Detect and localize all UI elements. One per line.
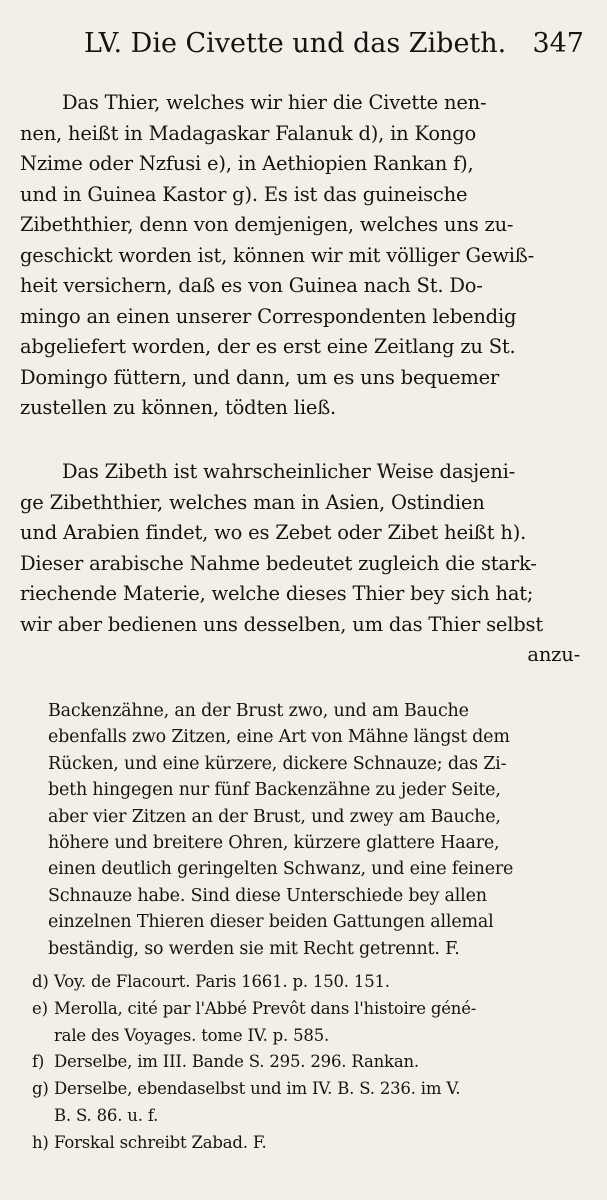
note-line: Rücken, und eine kürzere, dickere Schnauze; das Zi-	[48, 753, 507, 774]
footnote-mark: h)	[32, 1132, 49, 1152]
footnote-mark: d)	[32, 972, 49, 991]
text-line: und in Guinea Kastor g). Es ist das guineische	[20, 182, 468, 206]
running-header	[84, 26, 584, 62]
footnote-text: Derselbe, im III. Bande S. 295. 296. Rankan.	[54, 1052, 419, 1072]
footnote-mark: e)	[32, 998, 48, 1018]
text-line: Dieser arabische Nahme bedeutet zugleich die stark-	[20, 551, 537, 575]
paragraph-civette	[20, 88, 580, 424]
note-block	[48, 698, 584, 962]
note-line: beständig, so werden sie mit Recht getrennt. F.	[48, 938, 460, 959]
text-line: nen, heißt in Madagaskar Falanuk d), in Kongo	[20, 121, 477, 145]
footnote-text: Forskal schreibt Zabad. F.	[54, 1132, 267, 1152]
text-line: und Arabien findet, wo es Zebet oder Zibet heißt h).	[20, 521, 527, 544]
footnote-mark: g)	[32, 1079, 49, 1099]
text-line: abgeliefert worden, der es erst eine Zeitlang zu St.	[20, 335, 516, 358]
text-line: riechende Materie, welche dieses Thier bey sich hat;	[20, 582, 534, 605]
footnote-e-continued: rale des Voyages. tome IV. p. 585.	[54, 1025, 330, 1045]
text-line: Domingo füttern, und dann, um es uns bequemer	[20, 365, 500, 389]
note-line: aber vier Zitzen an der Brust, und zwey am Bauche,	[48, 806, 501, 827]
footnote-h	[32, 1130, 587, 1157]
text-line: Das Zibeth ist wahrscheinlicher Weise dasjeni-	[62, 460, 516, 483]
text-line: mingo an einen unserer Correspondenten lebendig	[20, 304, 517, 328]
footnote-text: Voy. de Flacourt. Paris 1661. p. 150. 151.	[54, 972, 390, 991]
footnote-text: Derselbe, ebendaselbst und im IV. B. S. 236. im V.	[54, 1079, 461, 1099]
chapter-title: LV. Die Civette und das Zibeth.	[84, 28, 507, 59]
catchword: anzu-	[527, 643, 580, 666]
footnote-g	[32, 1076, 587, 1103]
text-line: zustellen zu können, tödten ließ.	[20, 396, 337, 419]
note-line: einen deutlich geringelten Schwanz, und eine feinere	[48, 859, 514, 880]
text-line: heit versichern, daß es von Guinea nach St. Do-	[20, 274, 483, 297]
footnote-mark: f)	[32, 1052, 45, 1072]
note-line: Backenzähne, an der Brust zwo, und am Bauche	[48, 701, 469, 721]
text-line: wir aber bedienen uns desselben, um das Thier selbst	[20, 612, 544, 636]
text-line: Das Thier, welches wir hier die Civette nen-	[62, 91, 487, 114]
paragraph-zibeth	[20, 457, 580, 671]
note-line: höhere und breitere Ohren, kürzere glattere Haare,	[48, 833, 500, 854]
footnote-g-continued: B. S. 86. u. f.	[54, 1105, 159, 1125]
footnotes	[32, 969, 587, 1157]
text-line: Zibeththier, denn von demjenigen, welches uns zu-	[20, 213, 514, 236]
footnote-e	[32, 996, 587, 1023]
text-line: Nzime oder Nzfusi e), in Aethiopien Rankan f),	[20, 152, 474, 175]
footnote-text: Merolla, cité par l'Abbé Prevôt dans l'histoire géné-	[54, 998, 477, 1018]
text-line: ge Zibeththier, welches man in Asien, Ostindien	[20, 490, 485, 514]
note-line: einzelnen Thieren dieser beiden Gattungen allemal	[48, 912, 494, 933]
note-line: beth hingegen nur fünf Backenzähne zu jeder Seite,	[48, 780, 501, 801]
note-line: ebenfalls zwo Zitzen, eine Art von Mähne längst dem	[48, 727, 510, 748]
footnote-f	[32, 1049, 587, 1076]
page-number: 347	[532, 28, 584, 59]
footnote-d	[32, 969, 587, 996]
note-line: Schnauze habe. Sind diese Unterschiede bey allen	[48, 885, 487, 906]
text-line: geschickt worden ist, können wir mit völliger Gewiß-	[20, 243, 534, 267]
